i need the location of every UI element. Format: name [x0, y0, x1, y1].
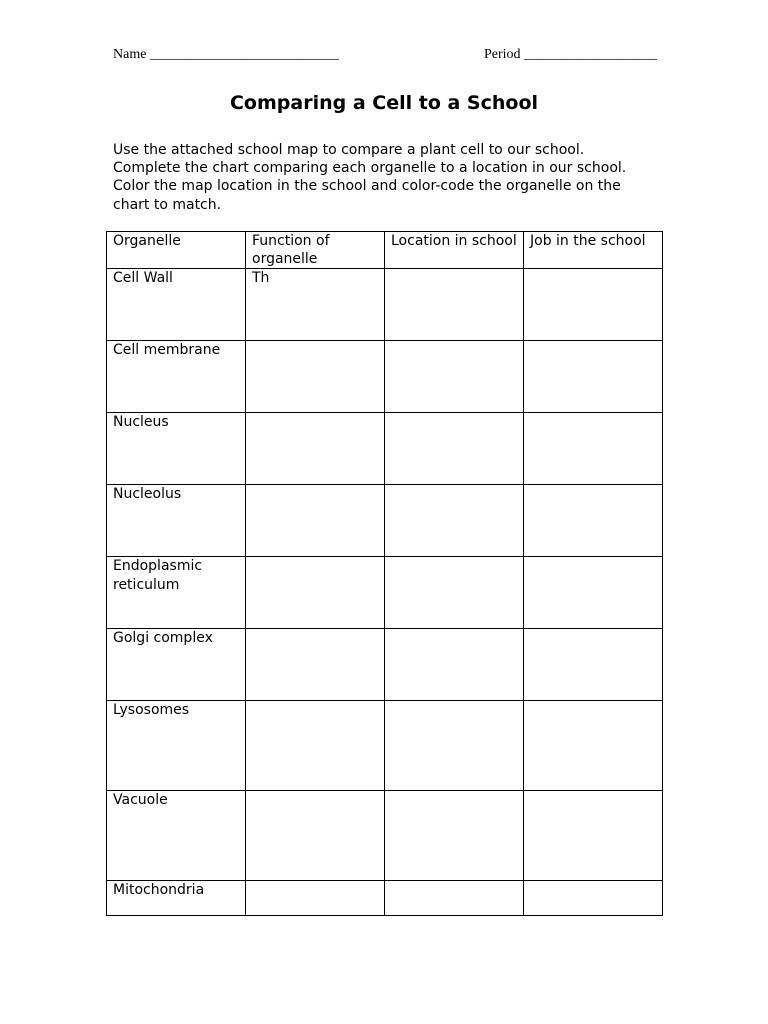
function-cell[interactable]	[246, 791, 385, 881]
column-header-function: Function of organelle	[246, 232, 385, 269]
instructions-paragraph: Use the attached school map to compare a plant cell to our school. Complete the chart comparing each organelle to a location in our school. Color the map location in the school and color-code the organelle on the chart to match.	[113, 142, 627, 213]
location-cell[interactable]	[385, 269, 524, 341]
organelle-cell: Cell Wall	[107, 269, 246, 341]
organelle-cell: Mitochondria	[107, 881, 246, 916]
function-cell[interactable]	[246, 557, 385, 629]
table-row	[107, 413, 663, 485]
table-row	[107, 557, 663, 629]
function-cell[interactable]	[246, 341, 385, 413]
function-cell[interactable]	[246, 881, 385, 916]
location-cell[interactable]	[385, 629, 524, 701]
location-cell[interactable]	[385, 485, 524, 557]
job-cell[interactable]	[524, 413, 663, 485]
table-row	[107, 629, 663, 701]
job-cell[interactable]	[524, 791, 663, 881]
job-cell[interactable]	[524, 629, 663, 701]
organelle-cell: Golgi complex	[107, 629, 246, 701]
table-header-row	[107, 232, 663, 269]
organelle-cell: Endoplasmic reticulum	[107, 557, 246, 629]
table-row	[107, 485, 663, 557]
location-cell[interactable]	[385, 701, 524, 791]
organelle-cell: Nucleus	[107, 413, 246, 485]
function-cell[interactable]	[246, 629, 385, 701]
column-header-job: Job in the school	[524, 232, 663, 269]
page-title: Comparing a Cell to a School	[229, 92, 539, 114]
function-cell[interactable]: Th	[246, 269, 385, 341]
column-header-location: Location in school	[385, 232, 524, 269]
organelle-cell: Lysosomes	[107, 701, 246, 791]
location-cell[interactable]	[385, 413, 524, 485]
table-row	[107, 881, 663, 916]
job-cell[interactable]	[524, 269, 663, 341]
period-field-line[interactable]: Period ___________________	[484, 47, 658, 62]
job-cell[interactable]	[524, 881, 663, 916]
column-header-organelle: Organelle	[107, 232, 246, 269]
organelle-cell: Vacuole	[107, 791, 246, 881]
table-row	[107, 701, 663, 791]
function-cell[interactable]	[246, 701, 385, 791]
table-row	[107, 791, 663, 881]
function-cell[interactable]	[246, 413, 385, 485]
name-field-line[interactable]: Name ___________________________	[113, 47, 339, 62]
location-cell[interactable]	[385, 881, 524, 916]
job-cell[interactable]	[524, 485, 663, 557]
location-cell[interactable]	[385, 341, 524, 413]
job-cell[interactable]	[524, 701, 663, 791]
organelle-cell: Nucleolus	[107, 485, 246, 557]
function-cell[interactable]	[246, 485, 385, 557]
location-cell[interactable]	[385, 791, 524, 881]
job-cell[interactable]	[524, 557, 663, 629]
location-cell[interactable]	[385, 557, 524, 629]
organelle-comparison-table	[106, 231, 663, 916]
table-row	[107, 269, 663, 341]
job-cell[interactable]	[524, 341, 663, 413]
table-row	[107, 341, 663, 413]
organelle-cell: Cell membrane	[107, 341, 246, 413]
